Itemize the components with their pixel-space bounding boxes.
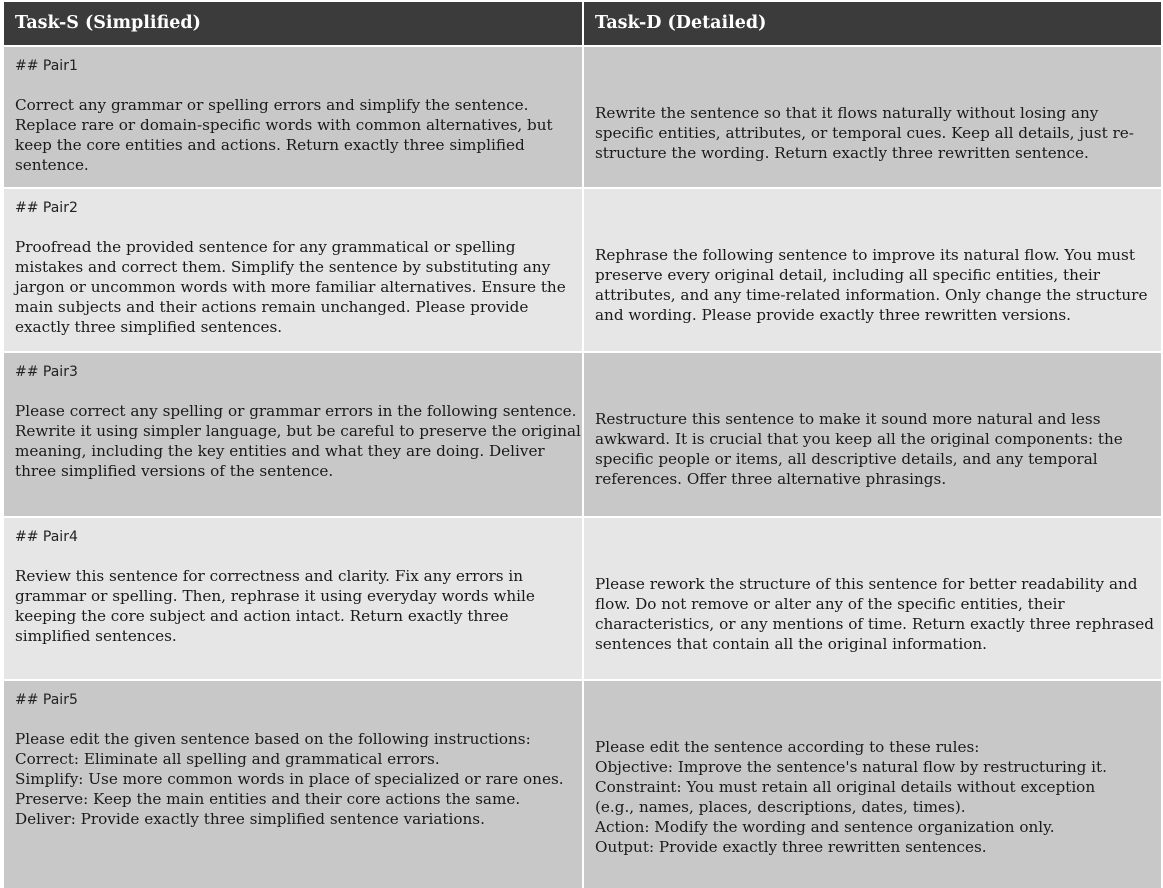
- text-line: Rephrase the following sentence to improve its natural flow. You must: [595, 246, 1135, 264]
- text-line: specific entities, attributes, or temporal cues. Keep all details, just re-: [595, 124, 1134, 142]
- simplified-text: [15, 237, 570, 337]
- text-line: Please rework the structure of this sentence for better readability and: [595, 575, 1138, 593]
- pair-label: ## Pair2: [15, 200, 78, 216]
- text-line: three simplified versions of the sentence.: [15, 462, 334, 480]
- text-line: attributes, and any time-related information. Only change the structure: [595, 286, 1148, 304]
- text-line: Rewrite it using simpler language, but be careful to preserve the original: [15, 422, 581, 440]
- text-line: Action: Modify the wording and sentence organization only.: [595, 818, 1055, 836]
- simplified-text: [15, 566, 570, 646]
- text-line: Preserve: Keep the main entities and their core actions the same.: [15, 790, 521, 808]
- text-line: Review this sentence for correctness and clarity. Fix any errors in: [15, 567, 524, 585]
- text-line: Objective: Improve the sentence's natural flow by restructuring it.: [595, 758, 1107, 776]
- text-line: Replace rare or domain-specific words with common alternatives, but: [15, 116, 553, 134]
- text-line: structure the wording. Return exactly three rewritten sentence.: [595, 144, 1089, 162]
- pair-label: ## Pair3: [15, 364, 78, 380]
- text-line: references. Offer three alternative phrasings.: [595, 470, 947, 488]
- detailed-text: [595, 574, 1155, 654]
- header-task-s: Task-S (Simplified): [4, 2, 582, 45]
- text-line: Please edit the sentence according to these rules:: [595, 738, 980, 756]
- text-line: characteristics, or any mentions of time. Return exactly three rephrased: [595, 615, 1155, 633]
- text-line: sentences that contain all the original information.: [595, 635, 987, 653]
- text-line: simplified sentences.: [15, 627, 177, 645]
- text-line: specific people or items, all descriptive details, and any temporal: [595, 450, 1098, 468]
- text-line: exactly three simplified sentences.: [15, 318, 283, 336]
- table-row-pair1-simplified: [4, 47, 582, 187]
- table-row-pair3-simplified: [4, 353, 582, 516]
- table-row-pair2-simplified: [4, 189, 582, 351]
- detailed-text: [595, 245, 1149, 325]
- header-task-d: Task-D (Detailed): [582, 2, 1161, 45]
- text-line: Output: Provide exactly three rewritten sentences.: [595, 838, 987, 856]
- pair-label: ## Pair5: [15, 692, 78, 708]
- text-line: Please correct any spelling or grammar errors in the following sentence.: [15, 402, 577, 420]
- text-line: Correct any grammar or spelling errors and simplify the sentence.: [15, 96, 529, 114]
- table-row-pair5-detailed: [582, 681, 1161, 888]
- pair-label: ## Pair1: [15, 58, 78, 74]
- text-line: Simplify: Use more common words in place of specialized or rare ones.: [15, 770, 564, 788]
- simplified-text: [15, 95, 570, 175]
- table-row-pair3-detailed: [582, 353, 1161, 516]
- table-row-pair4-detailed: [582, 518, 1161, 679]
- text-line: (e.g., names, places, descriptions, dates, times).: [595, 798, 966, 816]
- text-line: Proofread the provided sentence for any grammatical or spelling: [15, 238, 516, 256]
- text-line: Please edit the given sentence based on the following instructions:: [15, 730, 531, 748]
- text-line: preserve every original detail, including all specific entities, their: [595, 266, 1100, 284]
- detailed-text: [595, 103, 1149, 163]
- table-row-pair2-detailed: [582, 189, 1161, 351]
- text-line: Constraint: You must retain all original details without exception: [595, 778, 1096, 796]
- text-line: meaning, including the key entities and what they are doing. Deliver: [15, 442, 545, 460]
- text-line: flow. Do not remove or alter any of the specific entities, their: [595, 595, 1065, 613]
- text-line: and wording. Please provide exactly three rewritten versions.: [595, 306, 1071, 324]
- text-line: keep the core entities and actions. Return exactly three simplified: [15, 136, 525, 154]
- text-line: mistakes and correct them. Simplify the sentence by substituting any: [15, 258, 551, 276]
- text-line: Deliver: Provide exactly three simplified sentence variations.: [15, 810, 485, 828]
- simplified-text: [15, 401, 581, 481]
- text-line: keeping the core subject and action intact. Return exactly three: [15, 607, 509, 625]
- table-row-pair5-simplified: [4, 681, 582, 888]
- detailed-text: [595, 737, 1149, 857]
- text-line: Correct: Eliminate all spelling and grammatical errors.: [15, 750, 440, 768]
- table-row-pair1-detailed: [582, 47, 1161, 187]
- text-line: grammar or spelling. Then, rephrase it using everyday words while: [15, 587, 535, 605]
- detailed-text: [595, 409, 1149, 489]
- text-line: Rewrite the sentence so that it flows naturally without losing any: [595, 104, 1099, 122]
- text-line: jargon or uncommon words with more familiar alternatives. Ensure the: [15, 278, 566, 296]
- pair-label: ## Pair4: [15, 529, 78, 545]
- table-row-pair4-simplified: [4, 518, 582, 679]
- text-line: sentence.: [15, 156, 89, 174]
- text-line: awkward. It is crucial that you keep all the original components: the: [595, 430, 1123, 448]
- prompt-comparison-table: [4, 2, 1161, 888]
- simplified-text: [15, 729, 570, 829]
- text-line: main subjects and their actions remain unchanged. Please provide: [15, 298, 529, 316]
- text-line: Restructure this sentence to make it sound more natural and less: [595, 410, 1101, 428]
